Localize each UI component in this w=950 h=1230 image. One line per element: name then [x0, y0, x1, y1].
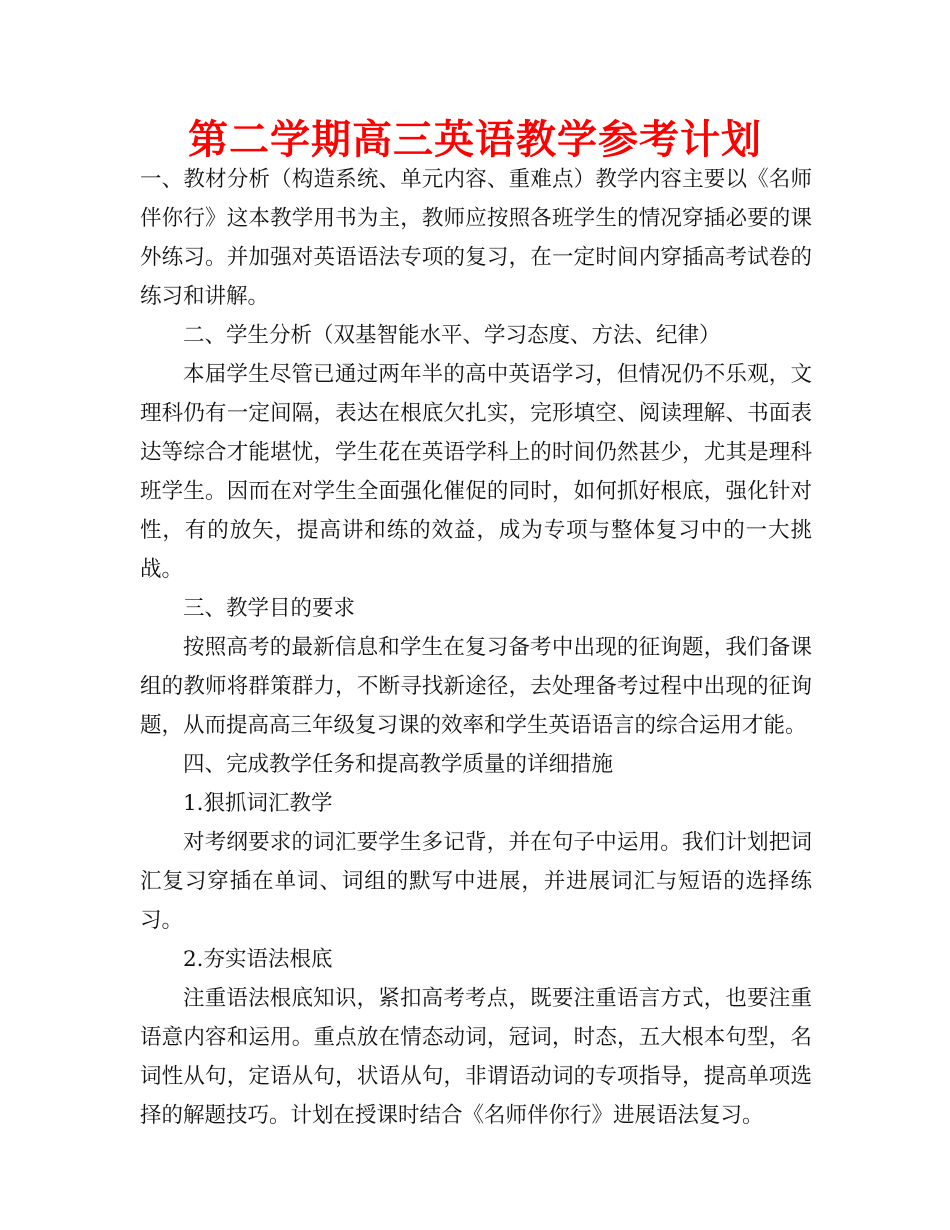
paragraph-grammar: 注重语法根底知识，紧扣高考考点，既要注重语言方式，也要注重语意内容和运用。重点放在情态动词，冠词，时态，五大根本句型，名词性从句，定语从句，状语从句，非谓语动词的专项指导，提高单项选择的解题技巧。计划在授课时结合《名师伴你行》进展语法复习。 [140, 986, 812, 1128]
document-title: 第二学期高三英语教学参考计划 [188, 117, 762, 163]
heading-student-analysis: 二、学生分析（双基智能水平、学习态度、方法、纪律） [183, 323, 721, 348]
heading-grammar: 2.夯实语法根底 [183, 947, 333, 972]
paragraph-vocabulary: 对考纲要求的词汇要学生多记背，并在句子中运用。我们计划把词汇复习穿插在单词、词组的默写中进展，并进展词汇与短语的选择练习。 [140, 830, 812, 933]
heading-teaching-goals: 三、教学目的要求 [183, 596, 356, 621]
paragraph-student-analysis: 本届学生尽管已通过两年半的高中英语学习，但情况仍不乐观，文理科仍有一定间隔，表达在根底欠扎实，完形填空、阅读理解、书面表达等综合才能堪忧，学生花在英语学科上的时间仍然甚少，尤其是理科班学生。因而在对学生全面强化催促的同时，如何抓好根底，强化针对性，有的放矢，提高讲和练的效益，成为专项与整体复习中的一大挑战。 [140, 362, 812, 582]
heading-measures: 四、完成教学任务和提高教学质量的详细措施 [183, 752, 614, 777]
paragraph-textbook-analysis: 一、教材分析（构造系统、单元内容、重难点）教学内容主要以《名师伴你行》这本教学用书为主，教师应按照各班学生的情况穿插必要的课外练习。并加强对英语语法专项的复习，在一定时间内穿插高考试卷的练习和讲解。 [140, 167, 812, 309]
heading-vocabulary: 1.狠抓词汇教学 [183, 791, 333, 816]
paragraph-teaching-goals: 按照高考的最新信息和学生在复习备考中出现的征询题，我们备课组的教师将群策群力，不断寻找新途径，去处理备考过程中出现的征询题，从而提高高三年级复习课的效率和学生英语语言的综合运用才能。 [140, 635, 812, 738]
document-body [140, 160, 812, 1135]
